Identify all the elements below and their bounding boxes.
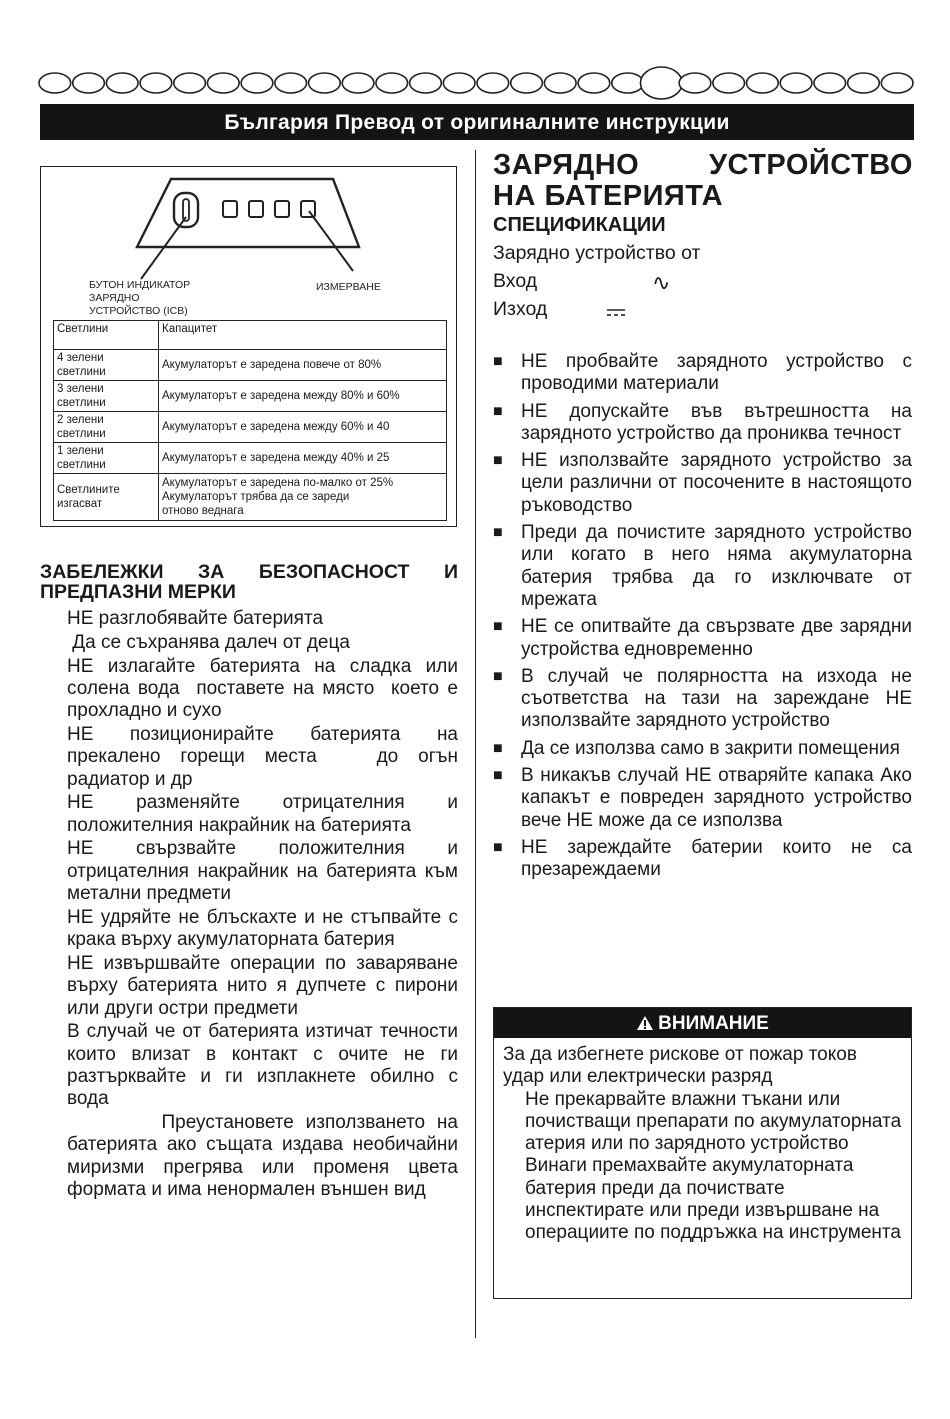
safety-section-title: ЗАБЕЛЕЖКИ ЗА БЕЗОПАСНОСТ И ПРЕДПАЗНИ МЕРКИ xyxy=(40,561,458,603)
measure-pointer-line xyxy=(309,211,353,271)
oval-tab xyxy=(39,73,71,93)
bullet-square-icon: ■ xyxy=(493,618,503,636)
oval-tab xyxy=(342,73,374,93)
charger-bullet xyxy=(493,450,912,517)
oval-tab xyxy=(814,73,846,93)
oval-tab xyxy=(376,73,408,93)
safety-item: НЕ удряйте не блъскахте и не стъпвайте с крака върху акумулаторната батерия xyxy=(67,906,464,951)
oval-tab xyxy=(747,73,779,93)
charger-bullet xyxy=(493,522,912,611)
led-3-icon xyxy=(275,201,289,217)
safety-item: Преустановете използването на батерията ако същата издава необичайни миризми прегрява или променя цвета формата и има ненормален външен вид xyxy=(67,1112,464,1200)
bullet-square-icon: ■ xyxy=(493,767,503,785)
oval-tab xyxy=(174,73,206,93)
led-2-icon xyxy=(249,201,263,217)
capacity-cell: Акумулаторът е заредена по-малко от 25% Акумулаторът трябва да се зареди отново веднага xyxy=(159,474,447,521)
language-header-bar: България Превод от оригиналните инструкции xyxy=(40,104,914,140)
charger-bullet-text: Да се използва само в закрити помещения xyxy=(521,737,900,759)
warning-box xyxy=(493,1007,912,1299)
page-tabs-ovals xyxy=(38,66,914,100)
charger-bullet xyxy=(493,738,912,760)
safety-item: НЕ разменяйте отрицателния и положителния накрайник на батерията xyxy=(67,792,464,836)
led-1-icon xyxy=(223,201,237,217)
table-row xyxy=(54,474,447,521)
charger-bullet-list xyxy=(493,351,912,887)
charger-bullet xyxy=(493,616,912,661)
icb-button-label: БУТОН ИНДИКАТОР ЗАРЯДНО УСТРОЙСТВО (ICB) xyxy=(89,279,191,317)
charger-bullet-text: НЕ използвайте зарядното устройство за цели различни от посочените в настоящото ръководство xyxy=(521,450,912,516)
table-row xyxy=(54,443,447,474)
charger-bullet-text: НЕ зареждайте батерии които не са презареждаеми xyxy=(521,836,912,881)
charger-bullet-text: В случай че полярността на изхода не съответства на тази на зареждане НЕ използвайте зарядното устройство xyxy=(521,665,912,732)
oval-tab xyxy=(140,73,172,93)
safety-item: НЕ излагайте батерията на сладка или солена вода поставете на място което е прохладно и сухо xyxy=(67,655,464,722)
warning-triangle-icon xyxy=(636,1015,654,1031)
oval-tab xyxy=(640,67,682,99)
safety-item: НЕ разглобявайте батерията xyxy=(67,608,324,629)
charger-bullet xyxy=(493,401,912,446)
capacity-cell: Акумулаторът е заредена между 80% и 60% xyxy=(159,381,447,412)
charger-bullet-text: НЕ се опитвайте да свързвате две зарядни устройства едновременно xyxy=(521,616,912,660)
spec-input-label: Вход xyxy=(493,270,538,292)
capacity-cell: Акумулаторът е заредена между 60% и 40 xyxy=(159,412,447,443)
safety-item: НЕ свързвайте положителния и отрицателния накрайник на батерията към метални предмети xyxy=(67,838,464,905)
charger-bullet-text: Преди да почистите зарядното устройство или когато в него няма акумулаторна батерия трябва да го изключвате от мрежата xyxy=(521,522,912,610)
oval-tab xyxy=(578,73,610,93)
charger-bullet-text: НЕ допускайте във вътрешността на зарядното устройство да прониква течност xyxy=(521,400,912,444)
lights-cell: 1 зелени светлини xyxy=(54,443,159,474)
spec-charger-label: Зарядно устройство от xyxy=(493,242,701,264)
safety-list xyxy=(67,608,469,1203)
bullet-square-icon: ■ xyxy=(493,838,503,856)
oval-tab xyxy=(410,73,442,93)
charger-section-title: ЗАРЯДНО УСТРОЙСТВО НА БАТЕРИЯТА xyxy=(493,149,913,212)
safety-item: НЕ извършвайте операции по заваряване върху батерията нито я дупчете с пирони или други остри предмети xyxy=(67,952,464,1019)
lights-cell: Светлините изгасват xyxy=(54,474,159,521)
oval-tab xyxy=(848,73,880,93)
safety-item: НЕ позиционирайте батерията на прекалено горещи места до огън радиатор и др xyxy=(67,723,469,790)
lights-cell: 2 зелени светлини xyxy=(54,412,159,443)
led-4-icon xyxy=(301,201,315,217)
oval-tab xyxy=(106,73,138,93)
oval-tab xyxy=(713,73,745,93)
lights-cell: 3 зелени светлини xyxy=(54,381,159,412)
oval-tab xyxy=(544,73,576,93)
bullet-square-icon: ■ xyxy=(493,452,503,470)
oval-tab xyxy=(309,73,341,93)
oval-tab xyxy=(207,73,239,93)
bullet-square-icon: ■ xyxy=(493,667,503,685)
bullet-square-icon: ■ xyxy=(493,524,503,542)
table-row xyxy=(54,412,447,443)
oval-tab xyxy=(881,73,913,93)
battery-indicator-figure xyxy=(40,166,457,527)
measure-label: ИЗМЕРВАНЕ xyxy=(316,281,381,293)
capacity-cell: Акумулаторът е заредена повече от 80% xyxy=(159,350,447,381)
column-divider xyxy=(475,150,476,1338)
safety-item: В случай че от батерията изтичат течности които влизат в контакт с очите не ги разтърквайте и ги изплакнете обилно с вода xyxy=(67,1021,464,1110)
capacity-cell: Акумулаторът е заредена между 40% и 25 xyxy=(159,443,447,474)
warning-header: ВНИМАНИЕ xyxy=(494,1008,911,1038)
oval-tab xyxy=(612,73,644,93)
bullet-square-icon: ■ xyxy=(493,739,503,757)
oval-tab xyxy=(241,73,273,93)
lights-cell: 4 зелени светлини xyxy=(54,350,159,381)
bullet-square-icon: ■ xyxy=(493,402,503,420)
charger-bullet xyxy=(493,666,912,733)
specs-heading: СПЕЦИФИКАЦИИ xyxy=(493,214,666,236)
safety-item: Да се съхранява далеч от деца xyxy=(67,631,350,653)
spec-output-label: Изход xyxy=(493,298,548,320)
oval-tab xyxy=(679,73,711,93)
oval-tab xyxy=(73,73,105,93)
bullet-square-icon: ■ xyxy=(493,353,503,370)
table-row xyxy=(54,350,447,381)
dc-symbol-icon xyxy=(606,308,626,318)
oval-tab xyxy=(275,73,307,93)
oval-tab xyxy=(477,73,509,93)
oval-tab xyxy=(511,73,543,93)
warning-item: Винаги премахвайте акумулаторната батерия преди да почиствате инспектирате или преди извършване на операциите по поддръжка на инструмента xyxy=(525,1155,901,1244)
table-row xyxy=(54,381,447,412)
ac-symbol-icon: ∿ xyxy=(652,270,671,295)
charger-bullet xyxy=(493,837,912,882)
capacity-table xyxy=(53,320,447,521)
oval-tab xyxy=(443,73,475,93)
charger-bullet-text: НЕ пробвайте зарядното устройство с проводими материали xyxy=(521,351,912,395)
charger-bullet-text: В никакъв случай НЕ отваряйте капака Ако капакът е повреден зарядното устройство вече НЕ може да се използва xyxy=(521,765,912,831)
oval-tab xyxy=(780,73,812,93)
warning-intro: За да избегнете рискове от пожар токов удар или електрически разряд xyxy=(503,1044,857,1088)
charger-bullet xyxy=(493,351,912,396)
warning-item: Не прекарвайте влажни тъкани или почистващи препарати по акумулаторната атерия или по зарядното устройство xyxy=(525,1088,902,1155)
table-header: Светлини xyxy=(54,321,159,350)
table-header: Капацитет xyxy=(159,321,447,350)
charger-bullet xyxy=(493,765,912,832)
